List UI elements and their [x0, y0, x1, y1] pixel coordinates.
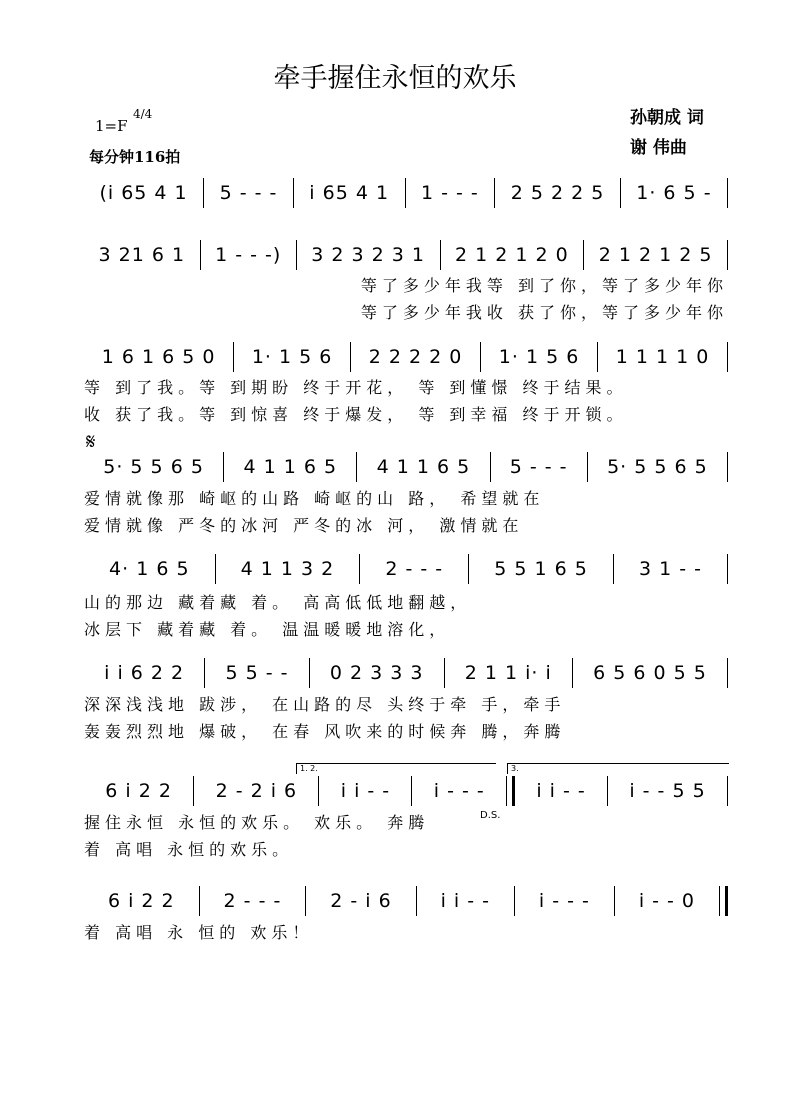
measure: 5· 5 5 6 5 — [103, 456, 204, 478]
repeat-barline — [506, 776, 515, 806]
measure: 5 - - - — [509, 456, 568, 478]
measure: 4 1 1 3 2 — [240, 558, 335, 580]
lyric-line: 爱情就像那 崎岖的山路 崎岖的山 路， 希望就在 — [84, 489, 545, 508]
measure: 2 2 2 2 0 — [368, 346, 463, 368]
measure: 2 1 1 i· i — [464, 662, 552, 684]
barline — [727, 178, 728, 208]
measure: 1· 6 5 - — [636, 182, 712, 204]
measure: 3 1 - - — [638, 558, 702, 580]
lyric-line: 着 高唱 永 恒的 欢乐！ — [84, 923, 314, 942]
system-5 — [84, 552, 728, 592]
measure: 2 5 2 2 5 — [510, 182, 605, 204]
measure: 1 6 1 6 5 0 — [101, 346, 216, 368]
measure: 0 2 3 3 3 — [329, 662, 424, 684]
key-signature: 1=F — [95, 117, 128, 135]
measure: 5 - - - — [219, 182, 278, 204]
measure: 4 1 1 6 5 — [376, 456, 471, 478]
system-7 — [84, 774, 728, 814]
lyric-line: 深深浅浅地 跋涉， 在山路的尽 头终于牵 手，牵手 — [84, 695, 566, 714]
lyric-line: 山的那边 藏着藏 着。 高高低低地翻越， — [84, 593, 472, 612]
notes-row-7 — [84, 774, 728, 808]
system-8 — [84, 884, 728, 924]
measure: i - - - — [538, 890, 590, 912]
time-signature-value: 4/4 — [133, 107, 153, 121]
measure: i - - 0 — [638, 890, 696, 912]
barline — [727, 342, 728, 372]
measure: 1· 1 5 6 — [498, 346, 580, 368]
segno-sign: 𝄋 — [86, 430, 96, 455]
measure: 5 5 - - — [225, 662, 289, 684]
system-1 — [84, 176, 728, 216]
lyric-line: 等 到了我。等 到期盼 终于开花， 等 到懂憬 终于结果。 — [84, 378, 628, 397]
ds-marking: D.S. — [480, 810, 501, 821]
notes-row-3 — [84, 340, 728, 374]
measure: i - - 5 5 — [629, 780, 706, 802]
time-signature — [133, 107, 153, 121]
measure: i 65 4 1 — [309, 182, 390, 204]
lyric-line: 收 获了我。等 到惊喜 终于爆发， 等 到幸福 终于开锁。 — [84, 405, 628, 424]
measure: 4 1 1 6 5 — [243, 456, 338, 478]
measure: 1 - - -) — [215, 244, 282, 266]
measure: 1· 1 5 6 — [251, 346, 333, 368]
lyricist-credit: 孙朝成 词 — [630, 108, 704, 128]
measure: i - - - — [433, 780, 485, 802]
measure: 5· 5 5 6 5 — [607, 456, 708, 478]
lyric-line: 握住永恒 永恒的欢乐。 欢乐。 奔腾 — [84, 813, 430, 832]
measure: 3 2 3 2 3 1 — [311, 244, 426, 266]
notes-row-4 — [84, 450, 728, 484]
lyric-line: 等了多少年我等 到了你，等了多少年你 — [360, 276, 728, 295]
notes-row-2 — [84, 238, 728, 272]
lyric-line: 轰轰烈烈地 爆破， 在春 风吹来的时候奔 腾，奔腾 — [84, 722, 566, 741]
song-title: 牵手握住永恒的欢乐 — [273, 63, 517, 94]
measure: 3 21 6 1 — [98, 244, 186, 266]
measure: 2 1 2 1 2 5 — [598, 244, 713, 266]
composer-credit: 谢 伟曲 — [630, 138, 687, 158]
lyric-line: 着 高唱 永恒的欢乐。 — [84, 840, 294, 859]
measure: 2 - - - — [223, 890, 282, 912]
measure: i i - - — [340, 780, 391, 802]
notes-row-5 — [84, 552, 728, 586]
volta-label: 3. — [511, 764, 519, 773]
system-3 — [84, 340, 728, 380]
measure: i i - - — [440, 890, 490, 912]
notes-row-6 — [84, 656, 728, 690]
system-6 — [84, 656, 728, 696]
notes-row-1 — [84, 176, 728, 210]
barline — [727, 776, 728, 806]
measure: 6 i 2 2 — [105, 780, 172, 802]
measure: 6 5 6 0 5 5 — [593, 662, 707, 684]
lyric-line: 等了多少年我收 获了你，等了多少年你 — [360, 303, 728, 322]
measure: 2 1 2 1 2 0 — [455, 244, 569, 266]
measure: 2 - 2 i 6 — [215, 780, 298, 802]
volta-label: 1. 2. — [300, 764, 318, 773]
measure: (i 65 4 1 — [99, 182, 188, 204]
measure: 4· 1 6 5 — [109, 558, 190, 580]
barline — [727, 452, 728, 482]
measure: 2 - i 6 — [330, 890, 392, 912]
measure: 2 - - - — [385, 558, 444, 580]
lyric-line: 爱情就像 严冬的冰河 严冬的冰 河， 激情就在 — [84, 516, 524, 535]
measure: 1 - - - — [421, 182, 479, 204]
measure: 1 1 1 1 0 — [615, 346, 710, 368]
tempo-marking: 每分钟116拍 — [89, 148, 181, 166]
system-4 — [84, 450, 728, 490]
measure: 5 5 1 6 5 — [494, 558, 588, 580]
barline — [727, 658, 728, 688]
system-2 — [84, 238, 728, 278]
volta-bracket-1 — [296, 763, 496, 774]
measure: 6 i 2 2 — [107, 890, 175, 912]
barline — [727, 554, 728, 584]
measure: i i - - — [536, 780, 586, 802]
final-barline — [719, 886, 728, 916]
volta-bracket-2 — [507, 763, 729, 774]
measure: i i 6 2 2 — [104, 662, 185, 684]
barline — [727, 240, 728, 270]
notes-row-8 — [84, 884, 728, 918]
lyric-line: 冰层下 藏着藏 着。 温温暖暖地溶化， — [84, 620, 451, 639]
